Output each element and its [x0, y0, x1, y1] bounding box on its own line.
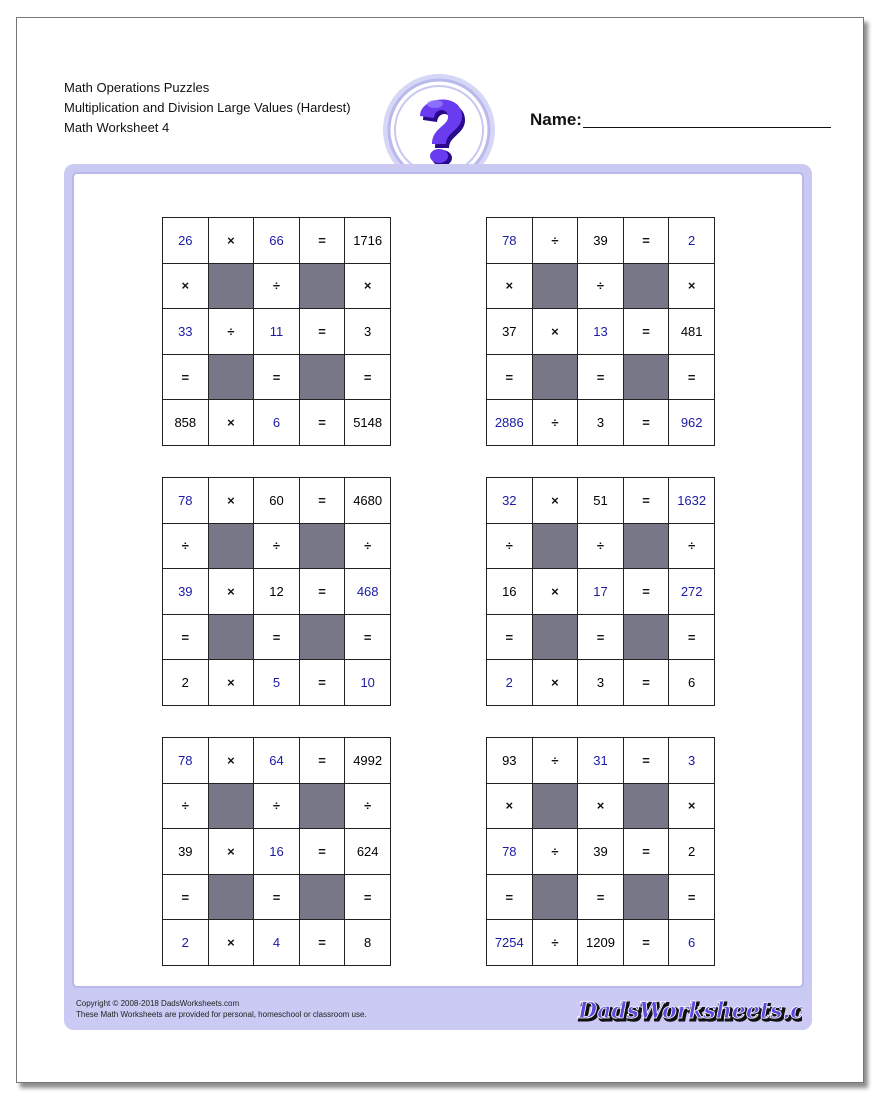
puzzle-row — [163, 478, 391, 524]
multiply-operator: × — [578, 783, 624, 829]
answer-number-cell: 64 — [254, 738, 300, 784]
answer-number-cell: 4 — [254, 920, 300, 966]
answer-number-cell: 16 — [254, 829, 300, 875]
equals-operator: = — [254, 874, 300, 920]
puzzle-row — [487, 478, 715, 524]
puzzle-4 — [486, 477, 715, 706]
copyright-block — [76, 998, 367, 1020]
equals-operator: = — [299, 738, 345, 784]
answer-number-cell: 3 — [669, 738, 715, 784]
given-number-cell: 4992 — [345, 738, 391, 784]
given-number-cell: 3 — [578, 400, 624, 446]
worksheet-number: Math Worksheet 4 — [64, 120, 170, 135]
given-number-cell: 8 — [345, 920, 391, 966]
equals-operator: = — [487, 354, 533, 400]
usage-notice: These Math Worksheets are provided for personal, homeschool or classroom use. — [76, 1010, 367, 1019]
equals-operator: = — [578, 874, 624, 920]
puzzle-1 — [162, 217, 391, 446]
equals-operator: = — [345, 614, 391, 660]
divide-operator: ÷ — [532, 920, 578, 966]
puzzle-row — [487, 523, 715, 569]
divide-operator: ÷ — [669, 523, 715, 569]
worksheet-title-block — [64, 78, 351, 138]
given-number-cell: 37 — [487, 309, 533, 355]
equals-operator: = — [669, 354, 715, 400]
equals-operator: = — [578, 614, 624, 660]
answer-number-cell: 39 — [163, 569, 209, 615]
divide-operator: ÷ — [345, 783, 391, 829]
equals-operator: = — [299, 660, 345, 706]
answer-number-cell: 66 — [254, 218, 300, 264]
multiply-operator: × — [487, 783, 533, 829]
given-number-cell: 2 — [163, 660, 209, 706]
worksheet-title: Math Operations Puzzles — [64, 80, 210, 95]
puzzle-row — [487, 920, 715, 966]
given-number-cell: 858 — [163, 400, 209, 446]
equals-operator: = — [299, 400, 345, 446]
puzzle-grid — [162, 217, 391, 446]
divide-operator: ÷ — [254, 783, 300, 829]
shaded-cell — [532, 354, 578, 400]
answer-number-cell: 2 — [163, 920, 209, 966]
equals-operator: = — [299, 478, 345, 524]
divide-operator: ÷ — [163, 783, 209, 829]
worksheet-subtitle: Multiplication and Division Large Values (Hardest) — [64, 100, 351, 115]
equals-operator: = — [299, 920, 345, 966]
puzzle-row — [487, 400, 715, 446]
shaded-cell — [532, 874, 578, 920]
equals-operator: = — [345, 354, 391, 400]
given-number-cell: 39 — [163, 829, 209, 875]
given-number-cell: 3 — [578, 660, 624, 706]
answer-number-cell: 10 — [345, 660, 391, 706]
shaded-cell — [532, 783, 578, 829]
answer-number-cell: 78 — [487, 218, 533, 264]
divide-operator: ÷ — [254, 263, 300, 309]
name-label: Name: — [530, 110, 582, 129]
multiply-operator: × — [208, 829, 254, 875]
equals-operator: = — [578, 354, 624, 400]
puzzle-grid — [486, 477, 715, 706]
given-number-cell: 624 — [345, 829, 391, 875]
puzzle-grid — [486, 737, 715, 966]
shaded-cell — [299, 614, 345, 660]
divide-operator: ÷ — [163, 523, 209, 569]
shaded-cell — [532, 523, 578, 569]
puzzle-3 — [162, 477, 391, 706]
shaded-cell — [208, 263, 254, 309]
puzzle-row — [163, 660, 391, 706]
divide-operator: ÷ — [532, 829, 578, 875]
equals-operator: = — [623, 920, 669, 966]
answer-number-cell: 2886 — [487, 400, 533, 446]
shaded-cell — [623, 614, 669, 660]
answer-number-cell: 7254 — [487, 920, 533, 966]
answer-number-cell: 1632 — [669, 478, 715, 524]
puzzle-row — [163, 400, 391, 446]
multiply-operator: × — [345, 263, 391, 309]
answer-number-cell: 78 — [163, 478, 209, 524]
equals-operator: = — [623, 309, 669, 355]
answer-number-cell: 33 — [163, 309, 209, 355]
puzzle-row — [163, 829, 391, 875]
puzzle-row — [487, 614, 715, 660]
given-number-cell: 3 — [345, 309, 391, 355]
shaded-cell — [299, 783, 345, 829]
equals-operator: = — [623, 218, 669, 264]
given-number-cell: 39 — [578, 218, 624, 264]
given-number-cell: 4680 — [345, 478, 391, 524]
shaded-cell — [208, 783, 254, 829]
divide-operator: ÷ — [345, 523, 391, 569]
multiply-operator: × — [208, 478, 254, 524]
divide-operator: ÷ — [254, 523, 300, 569]
multiply-operator: × — [532, 309, 578, 355]
multiply-operator: × — [532, 569, 578, 615]
shaded-cell — [623, 783, 669, 829]
equals-operator: = — [299, 309, 345, 355]
multiply-operator: × — [487, 263, 533, 309]
equals-operator: = — [669, 874, 715, 920]
equals-operator: = — [163, 874, 209, 920]
answer-number-cell: 2 — [669, 218, 715, 264]
multiply-operator: × — [208, 218, 254, 264]
puzzle-row — [487, 874, 715, 920]
equals-operator: = — [623, 738, 669, 784]
equals-operator: = — [299, 829, 345, 875]
puzzle-row — [487, 783, 715, 829]
puzzle-row — [163, 569, 391, 615]
puzzle-2 — [486, 217, 715, 446]
shaded-cell — [532, 614, 578, 660]
given-number-cell: 51 — [578, 478, 624, 524]
shaded-cell — [208, 874, 254, 920]
puzzle-grid — [486, 217, 715, 446]
multiply-operator: × — [208, 569, 254, 615]
equals-operator: = — [163, 354, 209, 400]
puzzle-row — [487, 569, 715, 615]
puzzle-row — [487, 354, 715, 400]
shaded-cell — [208, 354, 254, 400]
shaded-cell — [299, 523, 345, 569]
answer-number-cell: 2 — [487, 660, 533, 706]
puzzle-row — [487, 829, 715, 875]
answer-number-cell: 26 — [163, 218, 209, 264]
multiply-operator: × — [208, 660, 254, 706]
puzzle-row — [163, 218, 391, 264]
given-number-cell: 39 — [578, 829, 624, 875]
given-number-cell: 16 — [487, 569, 533, 615]
brand-logo-text: DadsWorksheets. — [578, 998, 791, 1024]
answer-number-cell: 468 — [345, 569, 391, 615]
equals-operator: = — [299, 569, 345, 615]
given-number-cell: 1209 — [578, 920, 624, 966]
divide-operator: ÷ — [578, 523, 624, 569]
answer-number-cell: 6 — [669, 920, 715, 966]
puzzle-row — [163, 614, 391, 660]
answer-number-cell: 78 — [163, 738, 209, 784]
answer-number-cell: 11 — [254, 309, 300, 355]
shaded-cell — [532, 263, 578, 309]
equals-operator: = — [487, 614, 533, 660]
equals-operator: = — [623, 400, 669, 446]
shaded-cell — [299, 263, 345, 309]
puzzle-grid — [162, 477, 391, 706]
equals-operator: = — [299, 218, 345, 264]
shaded-cell — [299, 354, 345, 400]
equals-operator: = — [487, 874, 533, 920]
equals-operator: = — [623, 660, 669, 706]
given-number-cell: 1716 — [345, 218, 391, 264]
multiply-operator: × — [163, 263, 209, 309]
puzzle-grid — [162, 737, 391, 966]
given-number-cell: 60 — [254, 478, 300, 524]
puzzle-row — [163, 874, 391, 920]
equals-operator: = — [669, 614, 715, 660]
puzzle-row — [163, 354, 391, 400]
answer-number-cell: 962 — [669, 400, 715, 446]
equals-operator: = — [623, 829, 669, 875]
answer-number-cell: 17 — [578, 569, 624, 615]
shaded-cell — [623, 523, 669, 569]
equals-operator: = — [163, 614, 209, 660]
equals-operator: = — [345, 874, 391, 920]
equals-operator: = — [254, 354, 300, 400]
multiply-operator: × — [208, 920, 254, 966]
puzzle-row — [163, 523, 391, 569]
given-number-cell: 93 — [487, 738, 533, 784]
answer-number-cell: 13 — [578, 309, 624, 355]
shaded-cell — [208, 614, 254, 660]
brand-logo — [570, 994, 802, 1028]
divide-operator: ÷ — [578, 263, 624, 309]
multiply-operator: × — [208, 738, 254, 784]
answer-number-cell: 272 — [669, 569, 715, 615]
puzzle-6 — [486, 737, 715, 966]
answer-number-cell: 5 — [254, 660, 300, 706]
shaded-cell — [299, 874, 345, 920]
puzzle-row — [163, 783, 391, 829]
puzzle-row — [487, 738, 715, 784]
shaded-cell — [623, 263, 669, 309]
puzzle-row — [487, 309, 715, 355]
given-number-cell: 6 — [669, 660, 715, 706]
given-number-cell: 12 — [254, 569, 300, 615]
divide-operator: ÷ — [532, 400, 578, 446]
multiply-operator: × — [669, 263, 715, 309]
divide-operator: ÷ — [487, 523, 533, 569]
puzzle-row — [163, 309, 391, 355]
equals-operator: = — [623, 569, 669, 615]
multiply-operator: × — [208, 400, 254, 446]
shaded-cell — [208, 523, 254, 569]
answer-number-cell: 31 — [578, 738, 624, 784]
answer-number-cell: 32 — [487, 478, 533, 524]
divide-operator: ÷ — [532, 738, 578, 784]
equals-operator: = — [623, 478, 669, 524]
equals-operator: = — [254, 614, 300, 660]
brand-logo-shadow: DadsWorksheets. — [580, 1000, 793, 1026]
name-field-line[interactable] — [583, 127, 831, 128]
multiply-operator: × — [669, 783, 715, 829]
puzzle-row — [487, 263, 715, 309]
puzzle-row — [163, 920, 391, 966]
multiply-operator: × — [532, 660, 578, 706]
puzzle-row — [163, 738, 391, 784]
answer-number-cell: 6 — [254, 400, 300, 446]
divide-operator: ÷ — [208, 309, 254, 355]
puzzle-row — [487, 218, 715, 264]
shaded-cell — [623, 874, 669, 920]
divide-operator: ÷ — [532, 218, 578, 264]
given-number-cell: 5148 — [345, 400, 391, 446]
multiply-operator: × — [532, 478, 578, 524]
puzzle-row — [163, 263, 391, 309]
shaded-cell — [623, 354, 669, 400]
given-number-cell: 2 — [669, 829, 715, 875]
given-number-cell: 481 — [669, 309, 715, 355]
puzzle-row — [487, 660, 715, 706]
puzzle-5 — [162, 737, 391, 966]
answer-number-cell: 78 — [487, 829, 533, 875]
copyright-text: Copyright © 2008-2018 DadsWorksheets.com — [76, 999, 240, 1008]
